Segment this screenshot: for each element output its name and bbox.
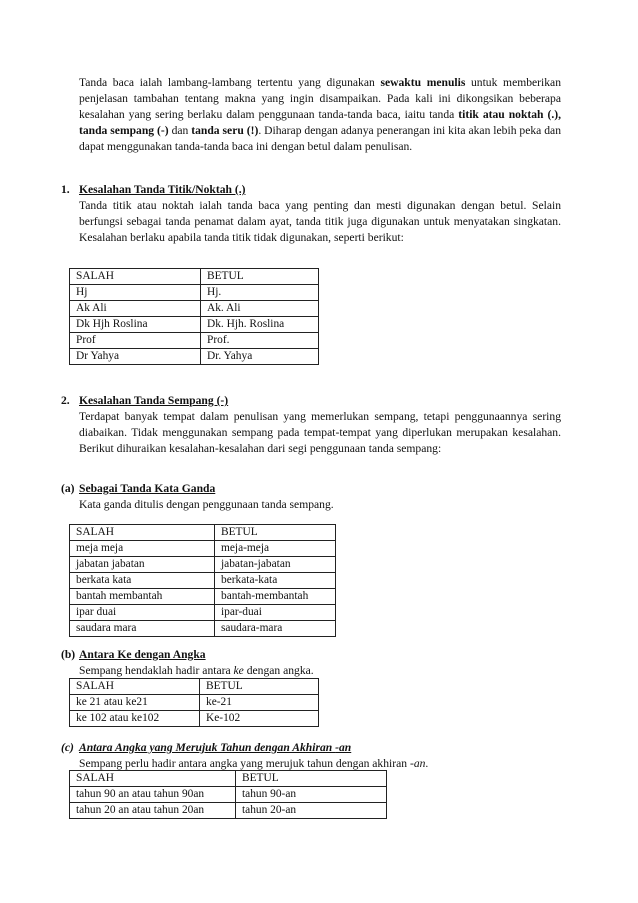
table-row (70, 557, 336, 573)
table-cell-betul: Ak. Ali (201, 301, 319, 317)
subsection-c-note-end: . (425, 757, 429, 770)
section-2-text: Terdapat banyak tempat dalam penulisan yang memerlukan sempang, tetapi penggunaannya sering diabaikan. Tidak menggunakan sempang pada tempat-tempat yang diperlukan merupakan kesalahan. Berikut dihuraikan kesalahan-kesalahan dari segi penggunaan tanda sempang: (79, 410, 561, 455)
table-header-salah: SALAH (70, 269, 201, 285)
subsection-b-note (79, 663, 314, 679)
table-row (70, 573, 336, 589)
table-cell-betul: bantah-membantah (215, 589, 336, 605)
table-cell-betul: ke-21 (200, 695, 319, 711)
table-cell-betul: ipar-duai (215, 605, 336, 621)
table-cell-betul: Dk. Hjh. Roslina (201, 317, 319, 333)
table-cell-salah: ke 21 atau ke21 (70, 695, 200, 711)
table-header-betul: BETUL (236, 771, 387, 787)
table-cell-betul: berkata-kata (215, 573, 336, 589)
subsection-a-label: (a) (61, 482, 75, 495)
table-cell-betul: Prof. (201, 333, 319, 349)
intro-paragraph (79, 75, 561, 155)
table-cell-salah: tahun 90 an atau tahun 90an (70, 787, 236, 803)
subsection-c-heading (61, 740, 351, 756)
subsection-c-title-text: Antara Angka yang Merujuk Tahun dengan Akhiran (79, 741, 336, 754)
table-header-row (70, 679, 319, 695)
section-1-heading (61, 182, 245, 198)
intro-text-2: untuk memberikan penjelasan tambahan tentang makna yang ingin disampaikan. Pada kali ini dikongsikan beberapa kesalahan yang sering berlaku dalam penggunaan tanda-tanda baca, iaitu tanda (79, 76, 562, 121)
table-cell-betul: saudara-mara (215, 621, 336, 637)
table-row (70, 301, 319, 317)
subsection-a-heading (61, 481, 215, 497)
table-cell-salah: Dk Hjh Roslina (70, 317, 201, 333)
intro-bold-2: titik atau noktah (.), tanda sempang (-) (79, 108, 561, 137)
table-row (70, 285, 319, 301)
subsection-b-note-end: dengan angka. (243, 664, 314, 677)
table-ke-angka (69, 678, 319, 727)
table-cell-salah: jabatan jabatan (70, 557, 215, 573)
subsection-b-label: (b) (61, 648, 76, 661)
subsection-b-title: Antara Ke dengan Angka (79, 648, 206, 661)
table-cell-betul: tahun 20-an (236, 803, 387, 819)
subsection-c-note-em: -an (409, 757, 426, 770)
table-header-betul: BETUL (201, 269, 319, 285)
table-row (70, 695, 319, 711)
table-kata-ganda (69, 524, 336, 637)
section-2-number: 2. (61, 394, 70, 407)
section-1-text: Tanda titik atau noktah ialah tanda baca yang penting dan mesti digunakan dengan betul. Selain berfungsi sebagai tanda penamat dalam ayat, tanda titik juga digunakan untuk menyatakan singkatan. Kesalahan berlaku apabila tanda titik tidak digunakan, seperti berikut: (79, 199, 561, 244)
table-header-row (70, 771, 387, 787)
table-cell-salah: Ak Ali (70, 301, 201, 317)
table-row (70, 803, 387, 819)
table-cell-salah: bantah membantah (70, 589, 215, 605)
table-cell-betul: Ke-102 (200, 711, 319, 727)
table-cell-salah: Prof (70, 333, 201, 349)
section-2-heading (61, 393, 228, 409)
table-cell-salah: tahun 20 an atau tahun 20an (70, 803, 236, 819)
subsection-a-note: Kata ganda ditulis dengan penggunaan tanda sempang. (79, 498, 334, 511)
table-cell-betul: tahun 90-an (236, 787, 387, 803)
intro-bold-1: sewaktu menulis (380, 76, 466, 89)
table-row (70, 541, 336, 557)
subsection-b-note-text: Sempang hendaklah hadir antara (79, 664, 234, 677)
intro-text-4: . Diharap dengan adanya penerangan ini kita akan lebih peka dan dapat menggunakan tanda-tanda baca ini dengan betul dalam penulisan. (79, 124, 561, 153)
subsection-c-title (79, 741, 351, 754)
table-cell-salah: Hj (70, 285, 201, 301)
table-header-salah: SALAH (70, 525, 215, 541)
table-cell-betul: Hj. (201, 285, 319, 301)
table-row (70, 711, 319, 727)
table-row (70, 589, 336, 605)
section-2-title: Kesalahan Tanda Sempang (-) (79, 394, 229, 407)
table-row (70, 787, 387, 803)
table-cell-salah: meja meja (70, 541, 215, 557)
subsection-c-note-text: Sempang perlu hadir antara angka yang merujuk tahun dengan akhiran (79, 757, 410, 770)
table-header-betul: BETUL (200, 679, 319, 695)
table-cell-salah: Dr Yahya (70, 349, 201, 365)
subsection-a-title: Sebagai Tanda Kata Ganda (79, 482, 216, 495)
table-cell-salah: saudara mara (70, 621, 215, 637)
table-titik (69, 268, 319, 365)
table-header-salah: SALAH (70, 771, 236, 787)
table-cell-salah: berkata kata (70, 573, 215, 589)
table-cell-salah: ke 102 atau ke102 (70, 711, 200, 727)
intro-text-3: dan (168, 124, 192, 137)
table-header-salah: SALAH (70, 679, 200, 695)
table-header-row (70, 525, 336, 541)
table-cell-betul: jabatan-jabatan (215, 557, 336, 573)
intro-bold-3: tanda seru (!) (191, 124, 259, 137)
table-cell-salah: ipar duai (70, 605, 215, 621)
table-row (70, 317, 319, 333)
table-cell-betul: meja-meja (215, 541, 336, 557)
table-header-betul: BETUL (215, 525, 336, 541)
table-header-row (70, 269, 319, 285)
subsection-c-title-suffix: -an (335, 741, 352, 754)
table-row (70, 349, 319, 365)
subsection-c-label: (c) (61, 741, 74, 754)
table-row (70, 605, 336, 621)
table-row (70, 621, 336, 637)
table-tahun-an (69, 770, 387, 819)
section-1-number: 1. (61, 183, 70, 196)
table-row (70, 333, 319, 349)
section-1-title: Kesalahan Tanda Titik/Noktah (.) (79, 183, 246, 196)
subsection-b-note-em: ke (233, 664, 244, 677)
intro-text-1: Tanda baca ialah lambang-lambang tertentu yang digunakan (79, 76, 381, 89)
table-cell-betul: Dr. Yahya (201, 349, 319, 365)
subsection-b-heading (61, 647, 206, 663)
